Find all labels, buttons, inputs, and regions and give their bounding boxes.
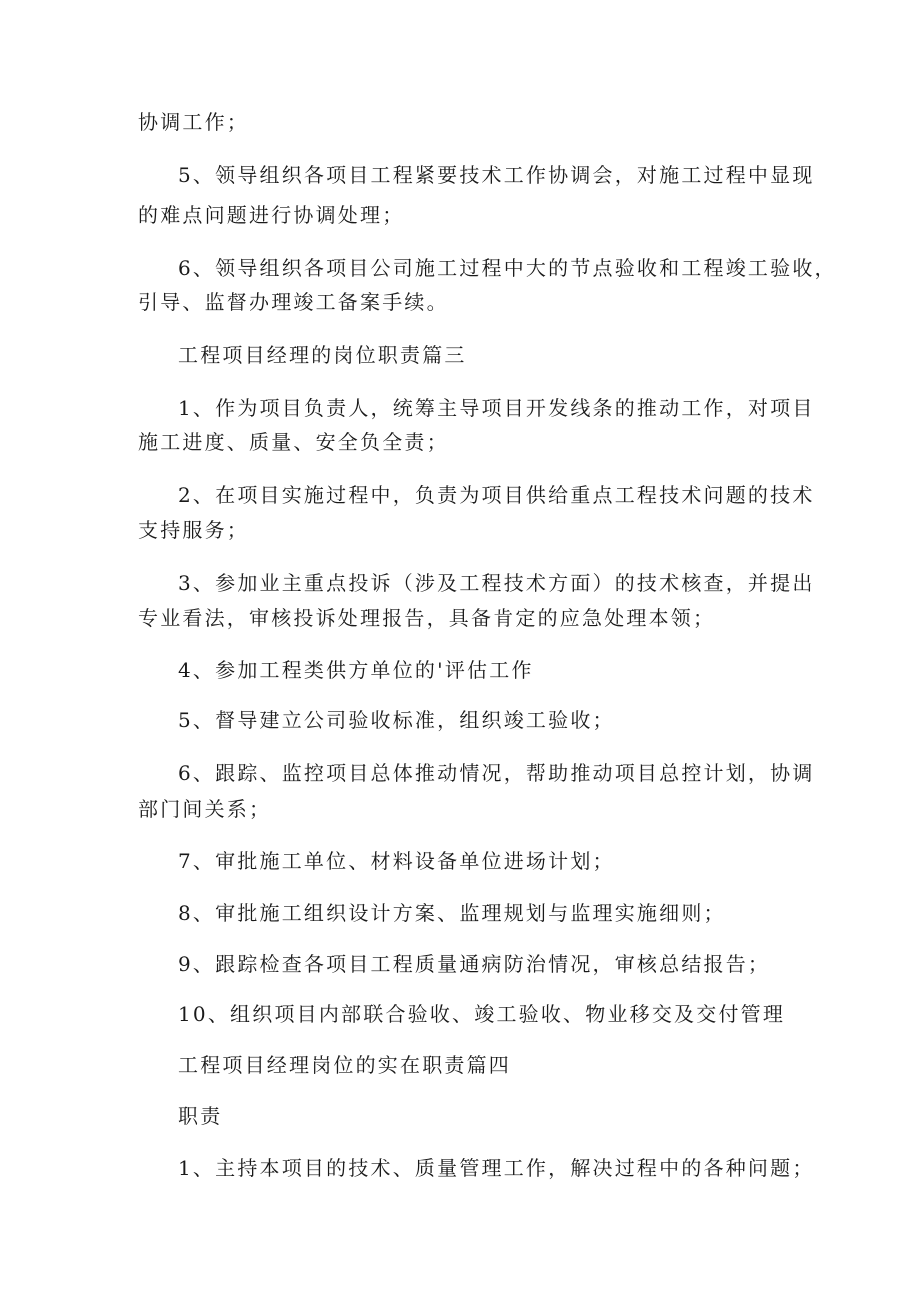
text-line: 协调工作； (138, 110, 249, 134)
text-line: 部门间关系； (138, 797, 272, 821)
section-heading: 工程项目经理的岗位职责篇三 (178, 343, 467, 367)
text-line: 6、领导组织各项目公司施工过程中大的节点验收和工程竣工验收， (178, 256, 837, 280)
text-line: 6、跟踪、监控项目总体推动情况，帮助推动项目总控计划，协调 (178, 761, 815, 785)
text-line: 引导、监督办理竣工备案手续。 (138, 290, 449, 314)
text-line: 10、组织项目内部联合验收、竣工验收、物业移交及交付管理 (178, 1002, 786, 1026)
text-line: 5、督导建立公司验收标准，组织竣工验收； (178, 708, 615, 732)
text-line: 7、审批施工单位、材料设备单位进场计划； (178, 849, 615, 873)
text-line: 支持服务； (138, 518, 249, 542)
text-line: 2、在项目实施过程中，负责为项目供给重点工程技术问题的技术 (178, 483, 815, 507)
text-line: 的难点问题进行协调处理； (138, 203, 405, 227)
section-heading: 工程项目经理岗位的实在职责篇四 (178, 1053, 511, 1077)
text-line: 职责 (178, 1104, 223, 1128)
text-line: 施工进度、质量、安全负全责； (138, 430, 449, 454)
text-line: 1、主持本项目的技术、质量管理工作，解决过程中的各种问题； (178, 1156, 815, 1180)
text-line: 4、参加工程类供方单位的'评估工作 (178, 658, 534, 682)
text-line: 9、跟踪检查各项目工程质量通病防治情况，审核总结报告； (178, 952, 771, 976)
text-line: 3、参加业主重点投诉（涉及工程技术方面）的技术核查，并提出 (178, 571, 815, 595)
text-line: 5、领导组织各项目工程紧要技术工作协调会，对施工过程中显现 (178, 163, 815, 187)
text-line: 8、审批施工组织设计方案、监理规划与监理实施细则； (178, 901, 726, 925)
text-line: 专业看法，审核投诉处理报告，具备肯定的应急处理本领； (138, 606, 716, 630)
text-line: 1、作为项目负责人，统筹主导项目开发线条的推动工作，对项目 (178, 396, 815, 420)
